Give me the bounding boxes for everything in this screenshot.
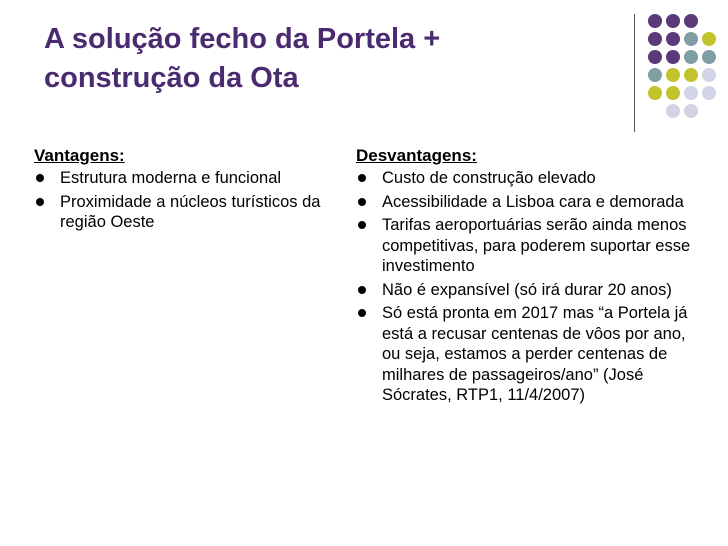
decorative-dot (684, 14, 698, 28)
decorative-dot (648, 14, 662, 28)
advantages-heading: Vantagens: (34, 146, 125, 165)
decorative-dot (702, 68, 716, 82)
advantages-column (34, 145, 334, 236)
decorative-dot (702, 50, 716, 64)
decorative-dot (666, 50, 680, 64)
advantage-item-text: Proximidade a núcleos turísticos da região Oeste (60, 192, 321, 231)
advantage-item (34, 192, 334, 233)
disadvantage-item-text: Custo de construção elevado (382, 169, 596, 187)
bullet-icon (358, 309, 366, 317)
advantage-item (34, 168, 334, 189)
disadvantage-item (356, 192, 696, 213)
disadvantage-item (356, 215, 696, 277)
disadvantage-item (356, 168, 696, 189)
bullet-icon (358, 286, 366, 294)
decorative-dot (666, 14, 680, 28)
disadvantage-item-text: Acessibilidade a Lisboa cara e demorada (382, 192, 684, 211)
disadvantage-item (356, 303, 696, 406)
bullet-icon (36, 174, 44, 182)
dot-grid-graphic (646, 12, 724, 122)
bullet-icon (36, 198, 44, 206)
bullet-icon (358, 198, 366, 206)
disadvantage-item (356, 280, 696, 301)
advantages-list (34, 168, 334, 233)
decorative-dot (666, 104, 680, 118)
decorative-dot (666, 86, 680, 100)
decorative-dot (666, 68, 680, 82)
title-divider-line (634, 14, 635, 132)
disadvantage-item-text: Não é expansível (só irá durar 20 anos) (382, 280, 672, 299)
disadvantage-item-text: Só está pronta em 2017 mas “a Portela já está a recusar centenas de vôos por ano, ou seja, estamos a perder centenas de milhares de passageiros/ano” (José Sócrates, RTP1, 11/4/2007) (382, 304, 688, 404)
disadvantages-list (356, 168, 696, 406)
decorative-dot (684, 104, 698, 118)
slide-title-line-1: A solução fecho da Portela + (44, 23, 441, 55)
decorative-dot (684, 32, 698, 46)
decorative-dot (666, 32, 680, 46)
decorative-dot (648, 32, 662, 46)
disadvantages-column (356, 145, 696, 409)
decorative-dot (648, 86, 662, 100)
decorative-dot (684, 50, 698, 64)
decorative-dot (648, 50, 662, 64)
slide-title (44, 20, 604, 98)
advantage-item-text: Estrutura moderna e funcional (60, 169, 282, 187)
decorative-dot (702, 86, 716, 100)
decorative-dot (684, 68, 698, 82)
slide-title-line-2: construção da Ota (44, 62, 299, 94)
decorative-dot (648, 68, 662, 82)
decorative-dot (702, 32, 716, 46)
disadvantages-heading: Desvantagens: (356, 146, 477, 165)
bullet-icon (358, 174, 366, 182)
decorative-dot-grid (646, 12, 724, 122)
disadvantage-item-text: Tarifas aeroportuárias serão ainda menos competitivas, para poderem suportar esse investimento (382, 216, 691, 275)
decorative-dot (684, 86, 698, 100)
bullet-icon (358, 221, 366, 229)
